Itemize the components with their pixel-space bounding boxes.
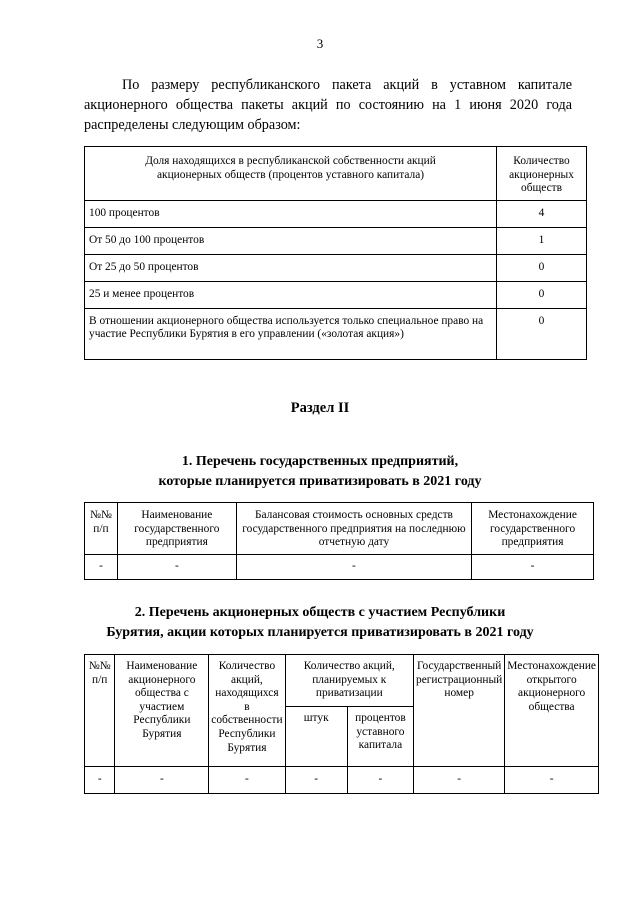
heading-line: 2. Перечень акционерных обществ с участием Республики	[134, 605, 506, 620]
header-share: Доля находящихся в республиканской собственности акций акционерных обществ (процентов уставного капитала)	[85, 147, 497, 201]
table-row	[85, 254, 587, 281]
page-number: 3	[316, 36, 324, 51]
row-value: 0	[497, 254, 587, 281]
joint-stock-companies-table	[84, 654, 599, 794]
table-header-row	[85, 503, 594, 555]
row-label: От 25 до 50 процентов	[85, 254, 497, 281]
header-registration-number: Государственный регистрационный номер	[414, 655, 505, 767]
cell: -	[117, 554, 236, 579]
table-row	[85, 554, 594, 579]
heading-enterprises	[0, 452, 640, 492]
header-location: Местонахождение открытого акционерного общества	[505, 655, 599, 767]
intro-paragraph: По размеру республиканского пакета акций в уставном капитале акционерного общества пакеты акций по состоянию на 1 июня 2020 года распределены следующим образом:	[84, 77, 572, 133]
header-shares-to-privatize: Количество акций, планируемых к приватизации	[285, 655, 413, 707]
header-location: Местонахождение государственного предприятия	[472, 503, 594, 555]
cell: -	[115, 767, 209, 794]
row-label: 100 процентов	[85, 200, 497, 227]
header-number: №№ п/п	[85, 503, 118, 555]
header-percent: процентов уставного капитала	[347, 707, 413, 767]
table-row	[85, 281, 587, 308]
header-pieces: штук	[285, 707, 347, 767]
heading-line: 1. Перечень государственных предприятий,	[181, 454, 459, 469]
cell: -	[209, 767, 285, 794]
section-title: Раздел II	[290, 400, 350, 416]
header-company-name: Наименование акционерного общества с участием Республики Бурятия	[115, 655, 209, 767]
header-owned-shares: Количество акций, находящихся в собственности Республики Бурятия	[209, 655, 285, 767]
header-enterprise-name: Наименование государственного предприятия	[117, 503, 236, 555]
row-value: 1	[497, 227, 587, 254]
row-label: От 50 до 100 процентов	[85, 227, 497, 254]
cell: -	[472, 554, 594, 579]
table-row	[85, 767, 599, 794]
cell: -	[505, 767, 599, 794]
table-header-row	[85, 655, 599, 707]
header-count: Количество акционерных обществ	[497, 147, 587, 201]
table-header-row	[85, 147, 587, 201]
header-balance-value: Балансовая стоимость основных средств государственного предприятия на последнюю отчетную дату	[236, 503, 471, 555]
heading-joint-stock-companies	[0, 603, 640, 643]
row-value: 0	[497, 308, 587, 359]
row-label: В отношении акционерного общества используется только специальное право на участие Республики Бурятия в его управлении («золотая акция»)	[85, 308, 497, 359]
row-value: 0	[497, 281, 587, 308]
table-row	[85, 227, 587, 254]
row-label: 25 и менее процентов	[85, 281, 497, 308]
heading-line: Бурятия, акции которых планируется приватизировать в 2021 году	[106, 625, 534, 640]
table-row	[85, 200, 587, 227]
cell: -	[85, 554, 118, 579]
cell: -	[236, 554, 471, 579]
header-number: №№ п/п	[85, 655, 115, 767]
heading-line: которые планируется приватизировать в 2021 году	[158, 474, 482, 489]
cell: -	[285, 767, 347, 794]
cell: -	[347, 767, 413, 794]
cell: -	[85, 767, 115, 794]
cell: -	[414, 767, 505, 794]
shares-distribution-table	[84, 146, 587, 360]
row-value: 4	[497, 200, 587, 227]
enterprises-table	[84, 502, 594, 580]
table-row	[85, 308, 587, 359]
